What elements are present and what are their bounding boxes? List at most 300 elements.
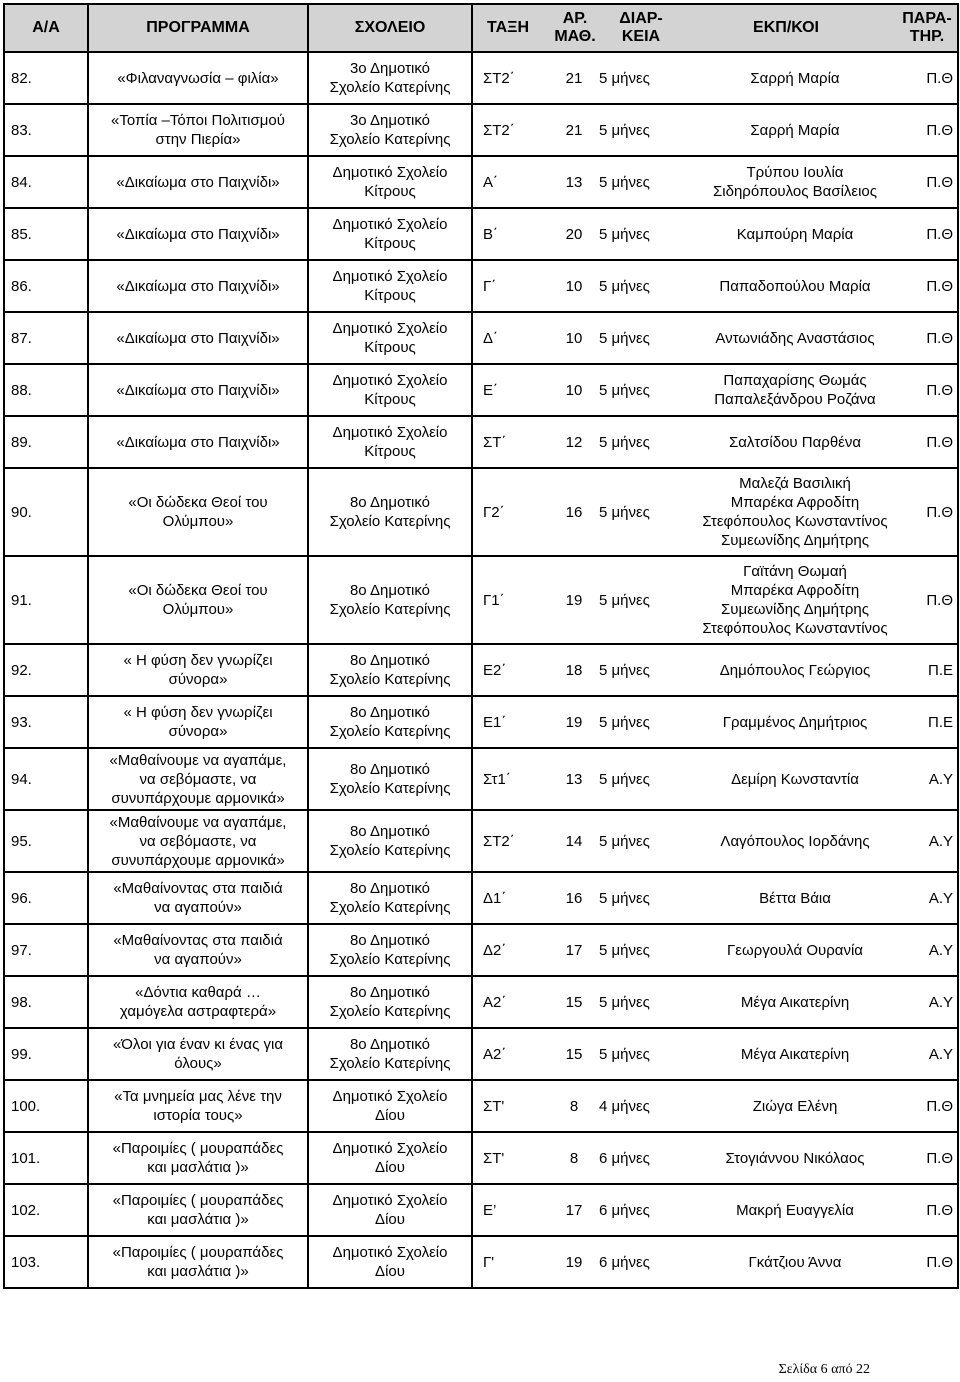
duration-value: 5 μήνες xyxy=(599,277,650,295)
school-line: Κίτρους xyxy=(364,443,416,460)
school-line: Δίου xyxy=(375,1159,405,1176)
class-value: Γ' xyxy=(483,1253,495,1271)
students-value: 15 xyxy=(565,1045,583,1063)
details-cell xyxy=(472,924,958,976)
school-line: 8ο Δημοτικό xyxy=(349,1036,431,1053)
teachers-value xyxy=(677,1097,913,1116)
table-row xyxy=(4,364,958,416)
row-number: 86. xyxy=(4,260,88,312)
teachers-value xyxy=(677,889,913,908)
school-line: Σχολείο Κατερίνης xyxy=(329,513,451,530)
thematic-value: Π.Θ xyxy=(926,1201,953,1219)
teachers-value xyxy=(677,1253,913,1272)
row-number: 102. xyxy=(4,1184,88,1236)
program-line: «Μαθαίνοντας στα παιδιά xyxy=(113,880,283,897)
teachers-value xyxy=(677,661,913,680)
school-line: Σχολείο Κατερίνης xyxy=(329,671,451,688)
class-value: Ε’ xyxy=(483,1201,497,1219)
teachers-value xyxy=(677,832,913,851)
duration-value: 5 μήνες xyxy=(599,381,650,399)
thematic-value: Π.Θ xyxy=(926,1149,953,1167)
school-cell xyxy=(308,260,472,312)
teachers-value xyxy=(677,474,913,550)
school-line: Κίτρους xyxy=(364,339,416,356)
school-line: Σχολείο Κατερίνης xyxy=(329,601,451,618)
class-value: Γ2΄ xyxy=(483,503,505,521)
teacher-name: Μπαρέκα Αφροδίτη xyxy=(730,494,860,511)
school-line: Δημοτικό Σχολείο xyxy=(332,424,448,441)
table-row xyxy=(4,696,958,748)
program-line: «Δικαίωμα στο Παιχνίδι» xyxy=(116,381,280,399)
program-cell xyxy=(88,872,308,924)
school-line: 8ο Δημοτικό xyxy=(349,494,431,511)
school-line: Δίου xyxy=(375,1211,405,1228)
row-number: 101. xyxy=(4,1132,88,1184)
row-number: 84. xyxy=(4,156,88,208)
teacher-name: Στογιάννου Νικόλαος xyxy=(725,1149,865,1167)
class-value: ΣΤ2΄ xyxy=(483,832,515,850)
duration-value: 6 μήνες xyxy=(599,1201,650,1219)
program-line: «Δικαίωμα στο Παιχνίδι» xyxy=(116,277,280,295)
header-aa: Α/Α xyxy=(4,4,88,52)
class-value: Στ1΄ xyxy=(483,770,511,788)
program-line: ιστορία τους» xyxy=(153,1107,243,1124)
program-line: «Δόντια καθαρά … xyxy=(135,984,261,1001)
row-number: 82. xyxy=(4,52,88,104)
class-value: Ε΄ xyxy=(483,381,498,399)
school-line: Δημοτικό Σχολείο xyxy=(332,1140,448,1157)
program-line: «Τοπία –Τόποι Πολιτισμού xyxy=(111,112,285,129)
students-value: 18 xyxy=(565,661,583,679)
thematic-value: Π.Θ xyxy=(926,503,953,521)
students-value: 20 xyxy=(565,225,583,243)
school-line: Δημοτικό Σχολείο xyxy=(332,1192,448,1209)
row-number: 92. xyxy=(4,644,88,696)
details-cell xyxy=(472,260,958,312)
school-line: 8ο Δημοτικό xyxy=(349,582,431,599)
duration-value: 5 μήνες xyxy=(599,1045,650,1063)
thematic-value: Π.Θ xyxy=(926,225,953,243)
program-line: και μασλάτια )» xyxy=(147,1159,249,1176)
teachers-value xyxy=(677,225,913,244)
students-value: 13 xyxy=(565,770,583,788)
program-line: «Παροιμίες ( μουραπάδες xyxy=(112,1244,284,1261)
program-cell xyxy=(88,1080,308,1132)
school-line: Κίτρους xyxy=(364,183,416,200)
thematic-value: Α.Υ xyxy=(928,941,953,959)
teachers-value xyxy=(677,941,913,960)
students-value: 16 xyxy=(565,503,583,521)
details-cell xyxy=(472,810,958,872)
details-cell xyxy=(472,104,958,156)
thematic-value: Π.Θ xyxy=(926,591,953,609)
teacher-name: Μέγα Αικατερίνη xyxy=(740,1045,850,1063)
duration-value: 5 μήνες xyxy=(599,503,650,521)
school-cell xyxy=(308,1236,472,1288)
program-line: «Οι δώδεκα Θεοί του xyxy=(128,494,268,511)
header-class: ΤΑΞΗ xyxy=(487,19,529,36)
teachers-value xyxy=(677,713,913,732)
header-teachers: ΕΚΠ/ΚΟΙ xyxy=(753,19,819,36)
program-cell xyxy=(88,976,308,1028)
teacher-name: Μέγα Αικατερίνη xyxy=(740,993,850,1011)
school-cell xyxy=(308,52,472,104)
school-line: Κίτρους xyxy=(364,235,416,252)
teacher-name: Βέττα Βάια xyxy=(759,889,831,907)
students-value: 21 xyxy=(565,121,583,139)
row-number: 100. xyxy=(4,1080,88,1132)
school-line: 8ο Δημοτικό xyxy=(349,704,431,721)
school-line: Δημοτικό Σχολείο xyxy=(332,216,448,233)
details-cell xyxy=(472,1184,958,1236)
teachers-value xyxy=(677,371,913,409)
program-line: «Δικαίωμα στο Παιχνίδι» xyxy=(116,225,280,243)
thematic-value: Π.Θ xyxy=(926,433,953,451)
school-cell xyxy=(308,1184,472,1236)
duration-value: 6 μήνες xyxy=(599,1253,650,1271)
teacher-name: Γραμμένος Δημήτριος xyxy=(722,713,868,731)
thematic-value: Π.Θ xyxy=(926,121,953,139)
table-row xyxy=(4,260,958,312)
duration-value: 5 μήνες xyxy=(599,173,650,191)
school-cell xyxy=(308,468,472,556)
students-value: 10 xyxy=(565,329,583,347)
thematic-value: Π.Θ xyxy=(926,381,953,399)
teacher-name: Σαρρή Μαρία xyxy=(750,121,840,139)
details-cell xyxy=(472,156,958,208)
thematic-value: Π.Θ xyxy=(926,173,953,191)
students-value: 17 xyxy=(565,1201,583,1219)
header-duration: ΔΙΑΡ-ΚΕΙΑ xyxy=(619,10,663,45)
teachers-value xyxy=(677,770,913,789)
table-row xyxy=(4,1236,958,1288)
class-value: Ε1΄ xyxy=(483,713,507,731)
table-row xyxy=(4,1028,958,1080)
duration-value: 4 μήνες xyxy=(599,1097,650,1115)
program-line: να αγαπούν» xyxy=(154,899,242,916)
school-line: Σχολείο Κατερίνης xyxy=(329,1055,451,1072)
duration-value: 5 μήνες xyxy=(599,69,650,87)
teachers-value xyxy=(677,69,913,88)
teachers-value xyxy=(677,163,913,201)
teacher-name: Αντωνιάδης Αναστάσιος xyxy=(715,329,875,347)
students-value: 21 xyxy=(565,69,583,87)
program-line: σύνορα» xyxy=(168,723,228,740)
program-line: να σεβόμαστε, να xyxy=(139,832,257,850)
details-cell xyxy=(472,1132,958,1184)
class-value: ΣΤ2΄ xyxy=(483,69,515,87)
page-number: Σελίδα 6 από 22 xyxy=(778,1362,870,1377)
thematic-value: Π.Ε xyxy=(927,713,953,731)
school-line: Κίτρους xyxy=(364,391,416,408)
program-line: να αγαπούν» xyxy=(154,951,242,968)
table-row xyxy=(4,924,958,976)
class-value: Δ΄ xyxy=(483,329,499,347)
row-number: 88. xyxy=(4,364,88,416)
program-line: «Φιλαναγνωσία – φιλία» xyxy=(117,69,279,87)
teacher-name: Δεμίρη Κωνσταντία xyxy=(731,770,859,788)
school-cell xyxy=(308,312,472,364)
teachers-value xyxy=(677,277,913,296)
program-cell xyxy=(88,104,308,156)
thematic-value: Α.Υ xyxy=(928,770,953,788)
class-value: ΣΤ2΄ xyxy=(483,121,515,139)
table-row xyxy=(4,1080,958,1132)
teacher-name: Σαρρή Μαρία xyxy=(750,69,840,87)
program-line: « Η φύση δεν γνωρίζει xyxy=(123,652,273,669)
students-value: 10 xyxy=(565,381,583,399)
header-group xyxy=(472,4,958,52)
school-line: 3ο Δημοτικό xyxy=(349,112,431,129)
duration-value: 5 μήνες xyxy=(599,225,650,243)
programs-table xyxy=(3,3,959,1289)
teachers-value xyxy=(677,329,913,348)
duration-value: 5 μήνες xyxy=(599,770,650,788)
row-number: 91. xyxy=(4,556,88,644)
table-row xyxy=(4,810,958,872)
teacher-name: Λαγόπουλος Ιορδάνης xyxy=(720,832,870,850)
teacher-name: Μαλεζά Βασιλική xyxy=(739,475,851,492)
teacher-name: Γεωργουλά Ουρανία xyxy=(727,941,863,959)
details-cell xyxy=(472,872,958,924)
row-number: 99. xyxy=(4,1028,88,1080)
school-cell xyxy=(308,1080,472,1132)
details-cell xyxy=(472,468,958,556)
program-cell xyxy=(88,924,308,976)
header-program: ΠΡΟΓΡΑΜΜΑ xyxy=(88,4,308,52)
details-cell xyxy=(472,696,958,748)
table-body xyxy=(4,52,958,1288)
program-cell xyxy=(88,1184,308,1236)
students-value: 8 xyxy=(569,1097,579,1115)
row-number: 98. xyxy=(4,976,88,1028)
class-value: Δ2΄ xyxy=(483,941,507,959)
program-cell xyxy=(88,748,308,810)
students-value: 16 xyxy=(565,889,583,907)
details-cell xyxy=(472,748,958,810)
program-line: Ολύμπου» xyxy=(162,513,234,530)
school-line: 3ο Δημοτικό xyxy=(349,60,431,77)
class-value: ΣΤ΄ xyxy=(483,433,507,451)
teacher-name: Παπαχαρίσης Θωμάς xyxy=(723,372,867,389)
program-cell xyxy=(88,1236,308,1288)
program-cell xyxy=(88,1132,308,1184)
details-cell xyxy=(472,52,958,104)
row-number: 97. xyxy=(4,924,88,976)
details-cell xyxy=(472,1028,958,1080)
program-line: « Η φύση δεν γνωρίζει xyxy=(123,704,273,721)
table-row xyxy=(4,976,958,1028)
program-cell xyxy=(88,468,308,556)
students-value: 12 xyxy=(565,433,583,451)
school-line: Σχολείο Κατερίνης xyxy=(329,899,451,916)
duration-value: 5 μήνες xyxy=(599,329,650,347)
program-cell xyxy=(88,312,308,364)
program-line: Ολύμπου» xyxy=(162,601,234,618)
header-students: ΑΡ. ΜΑΘ. xyxy=(554,10,596,45)
program-line: και μασλάτια )» xyxy=(147,1263,249,1280)
duration-value: 5 μήνες xyxy=(599,889,650,907)
program-line: χαμόγελα αστραφτερά» xyxy=(119,1003,277,1020)
program-cell xyxy=(88,696,308,748)
students-value: 10 xyxy=(565,277,583,295)
details-cell xyxy=(472,1080,958,1132)
program-line: και μασλάτια )» xyxy=(147,1211,249,1228)
row-number: 93. xyxy=(4,696,88,748)
school-cell xyxy=(308,416,472,468)
program-line: όλους» xyxy=(174,1055,222,1072)
table-row xyxy=(4,468,958,556)
class-value: ΣΤ' xyxy=(483,1097,505,1115)
header-row xyxy=(4,4,958,52)
school-cell xyxy=(308,810,472,872)
teacher-name: Δημόπουλος Γεώργιος xyxy=(719,661,871,679)
program-line: «Δικαίωμα στο Παιχνίδι» xyxy=(116,329,280,347)
program-line: στην Πιερία» xyxy=(155,131,241,148)
program-line: συνυπάρχουμε αρμονικά» xyxy=(111,789,285,807)
thematic-value: Α.Υ xyxy=(928,832,953,850)
row-number: 96. xyxy=(4,872,88,924)
row-number: 103. xyxy=(4,1236,88,1288)
teacher-name: Σιδηρόπουλος Βασίλειος xyxy=(712,183,877,200)
school-cell xyxy=(308,364,472,416)
school-cell xyxy=(308,924,472,976)
teacher-name: Παπαλεξάνδρου Ροζάνα xyxy=(714,391,876,408)
teachers-value xyxy=(677,993,913,1012)
teacher-name: Τρύπου Ιουλία xyxy=(746,164,844,181)
students-value: 17 xyxy=(565,941,583,959)
school-cell xyxy=(308,1132,472,1184)
teacher-name: Στεφόπουλος Κωνσταντίνος xyxy=(702,620,888,637)
table-row xyxy=(4,208,958,260)
teachers-value xyxy=(677,1149,913,1168)
school-line: 8ο Δημοτικό xyxy=(349,984,431,1001)
students-value: 13 xyxy=(565,173,583,191)
duration-value: 5 μήνες xyxy=(599,832,650,850)
teacher-name: Γκάτζιου Άννα xyxy=(748,1253,842,1271)
program-line: «Όλοι για έναν κι ένας για xyxy=(112,1036,284,1053)
row-number: 83. xyxy=(4,104,88,156)
students-value: 8 xyxy=(569,1149,579,1167)
duration-value: 5 μήνες xyxy=(599,661,650,679)
teacher-name: Συμεωνίδης Δημήτρης xyxy=(721,532,869,549)
teacher-name: Στεφόπουλος Κωνσταντίνος xyxy=(702,513,888,530)
program-line: σύνορα» xyxy=(168,671,228,688)
thematic-value: Π.Ε xyxy=(927,661,953,679)
program-line: «Δικαίωμα στο Παιχνίδι» xyxy=(116,173,280,191)
teacher-name: Σαλτσίδου Παρθένα xyxy=(728,433,862,451)
school-line: Δημοτικό Σχολείο xyxy=(332,268,448,285)
header-school: ΣΧΟΛΕΙΟ xyxy=(308,4,472,52)
thematic-value: Π.Θ xyxy=(926,1253,953,1271)
teacher-name: Καμπούρη Μαρία xyxy=(736,225,854,243)
teachers-value xyxy=(677,1201,913,1220)
details-cell xyxy=(472,1236,958,1288)
program-cell xyxy=(88,260,308,312)
program-line: «Μαθαίνουμε να αγαπάμε, xyxy=(109,813,287,831)
table-row xyxy=(4,748,958,810)
school-line: Σχολείο Κατερίνης xyxy=(329,951,451,968)
thematic-value: Π.Θ xyxy=(926,277,953,295)
teacher-name: Μπαρέκα Αφροδίτη xyxy=(730,582,860,599)
class-value: Δ1΄ xyxy=(483,889,507,907)
students-value: 15 xyxy=(565,993,583,1011)
school-line: Δίου xyxy=(375,1107,405,1124)
program-cell xyxy=(88,556,308,644)
program-cell xyxy=(88,208,308,260)
duration-value: 5 μήνες xyxy=(599,713,650,731)
teachers-value xyxy=(677,433,913,452)
school-line: Σχολείο Κατερίνης xyxy=(329,131,451,148)
duration-value: 5 μήνες xyxy=(599,591,650,609)
thematic-value: Α.Υ xyxy=(928,889,953,907)
row-number: 87. xyxy=(4,312,88,364)
school-line: Δημοτικό Σχολείο xyxy=(332,164,448,181)
school-cell xyxy=(308,156,472,208)
program-cell xyxy=(88,52,308,104)
school-line: Δημοτικό Σχολείο xyxy=(332,1088,448,1105)
program-cell xyxy=(88,644,308,696)
school-line: 8ο Δημοτικό xyxy=(349,932,431,949)
class-value: Β΄ xyxy=(483,225,498,243)
school-line: 8ο Δημοτικό xyxy=(349,652,431,669)
students-value: 19 xyxy=(565,591,583,609)
teacher-name: Παπαδοπούλου Μαρία xyxy=(719,277,871,295)
program-line: «Μαθαίνοντας στα παιδιά xyxy=(113,932,283,949)
students-value: 14 xyxy=(565,832,583,850)
duration-value: 5 μήνες xyxy=(599,941,650,959)
school-line: 8ο Δημοτικό xyxy=(349,880,431,897)
school-line: Δημοτικό Σχολείο xyxy=(332,1244,448,1261)
table-row xyxy=(4,1184,958,1236)
program-line: «Οι δώδεκα Θεοί του xyxy=(128,582,268,599)
school-line: Δίου xyxy=(375,1263,405,1280)
teachers-value xyxy=(677,1045,913,1064)
program-cell xyxy=(88,156,308,208)
duration-value: 5 μήνες xyxy=(599,433,650,451)
table-row xyxy=(4,156,958,208)
row-number: 89. xyxy=(4,416,88,468)
details-cell xyxy=(472,976,958,1028)
school-cell xyxy=(308,748,472,810)
teacher-name: Συμεωνίδης Δημήτρης xyxy=(721,601,869,618)
duration-value: 5 μήνες xyxy=(599,993,650,1011)
program-cell xyxy=(88,416,308,468)
class-value: ΣΤ' xyxy=(483,1149,505,1167)
table-row xyxy=(4,556,958,644)
program-line: «Μαθαίνουμε να αγαπάμε, xyxy=(109,751,287,769)
school-line: Σχολείο Κατερίνης xyxy=(329,723,451,740)
teachers-value xyxy=(677,562,913,638)
program-cell xyxy=(88,810,308,872)
details-cell xyxy=(472,364,958,416)
details-cell xyxy=(472,312,958,364)
duration-value: 6 μήνες xyxy=(599,1149,650,1167)
row-number: 95. xyxy=(4,810,88,872)
students-value: 19 xyxy=(565,1253,583,1271)
school-cell xyxy=(308,644,472,696)
teacher-name: Γαϊτάνη Θωμαή xyxy=(743,563,847,580)
class-value: Γ΄ xyxy=(483,277,497,295)
school-line: 8ο Δημοτικό xyxy=(349,823,431,840)
header-thematic: ΠΑΡΑ-ΤΗΡ. xyxy=(902,10,952,45)
duration-value: 5 μήνες xyxy=(599,121,650,139)
thematic-value: Π.Θ xyxy=(926,69,953,87)
school-line: Κίτρους xyxy=(364,287,416,304)
teacher-name: Ζιώγα Ελένη xyxy=(752,1097,838,1115)
program-line: «Παροιμίες ( μουραπάδες xyxy=(112,1140,284,1157)
thematic-value: Π.Θ xyxy=(926,329,953,347)
